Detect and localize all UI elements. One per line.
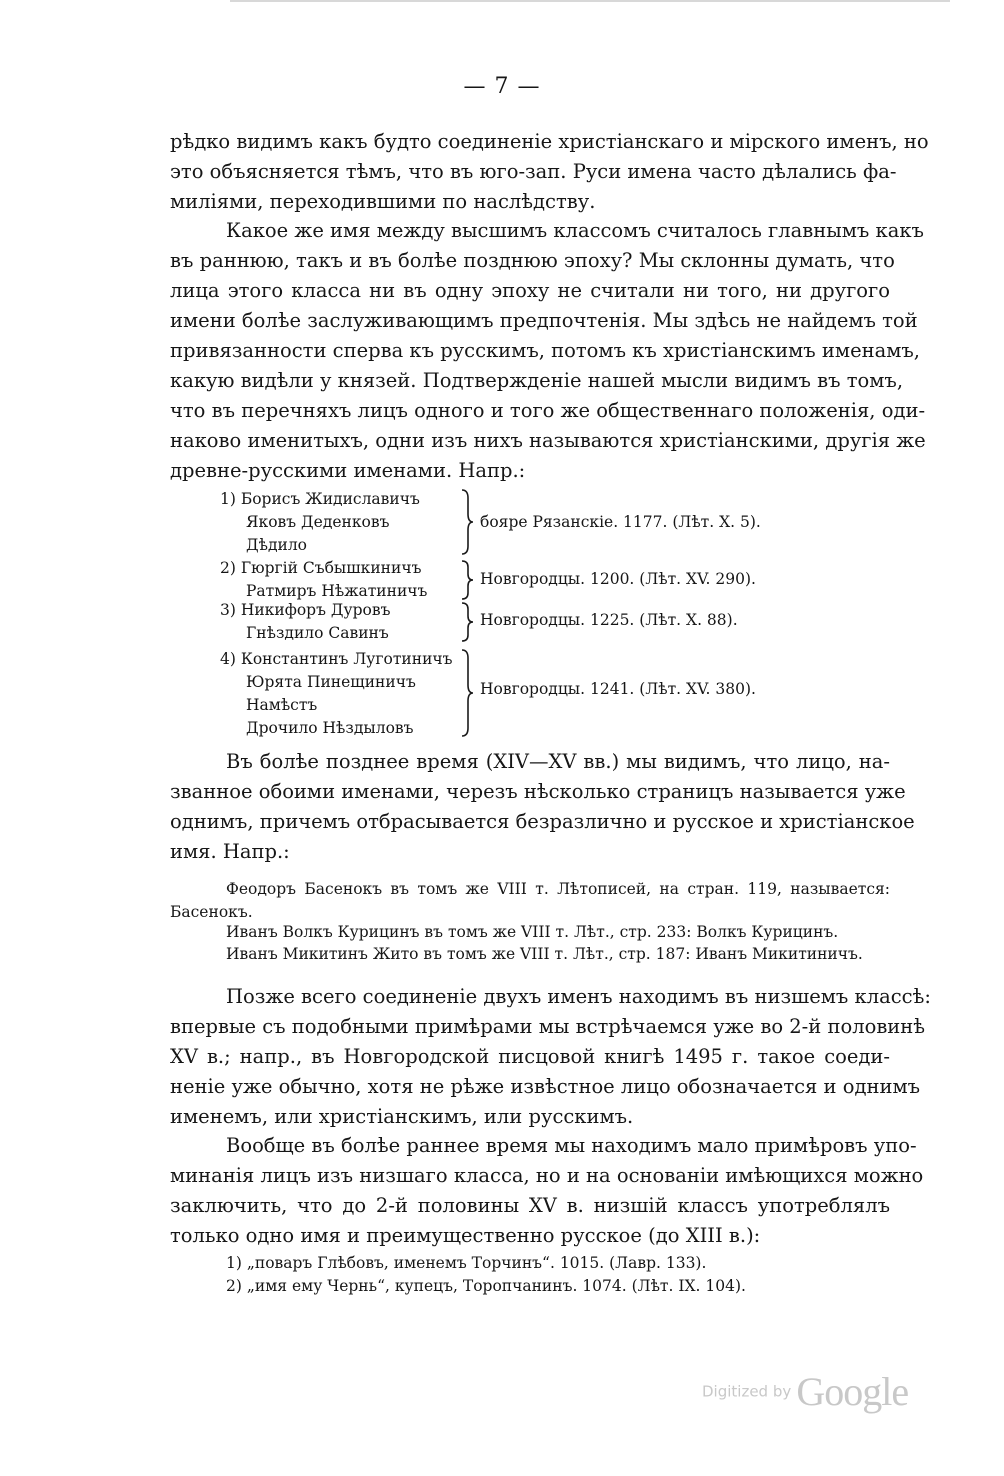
group-source: Новгородцы. 1225. (Лѣт. X. 88). xyxy=(480,611,738,629)
text-line: привязанности сперва къ русскимъ, потомъ къ христіанскимъ именамъ, xyxy=(170,339,920,362)
text-line: впервые съ подобными примѣрами мы встрѣчаемся уже во 2-й половинѣ xyxy=(170,1015,926,1038)
name-entry: Ратмиръ Нѣжатиничъ xyxy=(246,582,428,600)
watermark-label: Digitized by xyxy=(702,1382,792,1401)
brace xyxy=(460,559,474,601)
group-source: бояре Рязанскіе. 1177. (Лѣт. X. 5). xyxy=(480,513,761,531)
example-line: Иванъ Волкъ Курицинъ въ томъ же VIII т. Лѣт., стр. 233: Волкъ Курицинъ. xyxy=(226,923,839,941)
scan-edge-mark xyxy=(230,0,950,4)
text-line: наково именитыхъ, одни изъ нихъ называются христіанскими, другія же xyxy=(170,429,926,452)
name-list xyxy=(220,599,390,645)
page-number: — 7 — xyxy=(463,74,541,99)
text-line: имя. Напр.: xyxy=(170,840,290,863)
text-line: Позже всего соединеніе двухъ именъ находимъ въ низшемъ классѣ: xyxy=(226,985,931,1008)
citation-line: 1) „поваръ Глѣбовъ, именемъ Торчинъ“. 1015. (Лавр. 133). xyxy=(226,1254,707,1272)
paragraph-3 xyxy=(170,747,915,867)
text-line: что въ перечняхъ лицъ одного и того же общественнаго положенія, оди- xyxy=(170,399,926,422)
name-entry: 1) Борисъ Жидиславичъ xyxy=(220,490,420,508)
name-list xyxy=(220,488,420,557)
group-source: Новгородцы. 1200. (Лѣт. XV. 290). xyxy=(480,570,756,588)
watermark-logo: Google xyxy=(796,1369,909,1414)
name-entry: 2) Гюргій Събышкиничъ xyxy=(220,559,422,577)
text-line: лица этого класса ни въ одну эпоху не считали ни того, ни другого xyxy=(170,279,890,302)
name-entry: Яковъ Деденковъ xyxy=(246,513,390,531)
paragraph-1 xyxy=(170,127,929,217)
example-line: Басенокъ. xyxy=(170,903,253,921)
paragraph-4 xyxy=(170,982,931,1132)
text-line: именемъ, или христіанскимъ, или русскимъ. xyxy=(170,1105,634,1128)
text-line: Въ болѣе позднее время (XIV—XV вв.) мы видимъ, что лицо, на- xyxy=(226,750,890,773)
text-line: рѣдко видимъ какъ будто соединеніе христіанскаго и мірского именъ, но xyxy=(170,130,929,153)
text-line: это объясняется тѣмъ, что въ юго-зап. Руси имена часто дѣлались фа- xyxy=(170,160,897,183)
name-entry: 3) Никифоръ Дуровъ xyxy=(220,601,391,619)
name-entry: Дрочило Нѣздыловъ xyxy=(246,719,414,737)
text-line: заключить, что до 2-й половины XV в. низшій классъ употреблялъ xyxy=(170,1194,890,1217)
name-list xyxy=(220,648,453,740)
text-line: минанія лицъ изъ низшаго класса, но и на основаніи имѣющихся можно xyxy=(170,1164,924,1187)
brace xyxy=(460,648,474,738)
text-line: XV в.; напр., въ Новгородской писцовой книгѣ 1495 г. такое соеди- xyxy=(170,1045,890,1068)
digitized-watermark xyxy=(702,1368,908,1415)
paragraph-5 xyxy=(170,1131,924,1251)
name-entry: 4) Константинъ Луготиничъ xyxy=(220,650,453,668)
paragraph-2 xyxy=(170,216,926,486)
name-entry: Намѣстъ xyxy=(246,696,318,714)
brace xyxy=(460,601,474,643)
name-entry: Гнѣздило Савинъ xyxy=(246,624,389,642)
text-line: званное обоими именами, черезъ нѣсколько страницъ называется уже xyxy=(170,780,906,803)
example-line: Иванъ Микитинъ Жито въ томъ же VIII т. Лѣт., стр. 187: Иванъ Микитиничъ. xyxy=(226,945,863,963)
text-line: неніе уже обычно, хотя не рѣже извѣстное лицо обозначается и однимъ xyxy=(170,1075,921,1098)
text-line: только одно имя и преимущественно русское (до XIII в.): xyxy=(170,1224,761,1247)
text-line: какую видѣли у князей. Подтвержденіе нашей мысли видимъ въ томъ, xyxy=(170,369,904,392)
citation-line: 2) „имя ему Чернь“, купецъ, Торопчанинъ. 1074. (Лѣт. IX. 104). xyxy=(226,1277,746,1295)
example-line: Феодоръ Басенокъ въ томъ же VIII т. Лѣтописей, на стран. 119, называется: xyxy=(226,880,890,898)
brace xyxy=(460,488,474,556)
text-line: древне-русскими именами. Напр.: xyxy=(170,459,526,482)
group-source: Новгородцы. 1241. (Лѣт. XV. 380). xyxy=(480,680,756,698)
text-line: миліями, переходившими по наслѣдству. xyxy=(170,190,596,213)
text-line: имени болѣе заслуживающимъ предпочтенія. Мы здѣсь не найдемъ той xyxy=(170,309,918,332)
text-line: Какое же имя между высшимъ классомъ считалось главнымъ какъ xyxy=(226,219,924,242)
name-list xyxy=(220,557,427,603)
text-line: однимъ, причемъ отбрасывается безразлично и русское и христіанское xyxy=(170,810,915,833)
name-entry: Юрята Пинещиничъ xyxy=(246,673,416,691)
text-line: въ раннюю, такъ и въ болѣе позднюю эпоху? Мы склонны думать, что xyxy=(170,249,895,272)
text-line: Вообще въ болѣе раннее время мы находимъ мало примѣровъ упо- xyxy=(226,1134,917,1157)
name-entry: Дѣдило xyxy=(246,536,308,554)
